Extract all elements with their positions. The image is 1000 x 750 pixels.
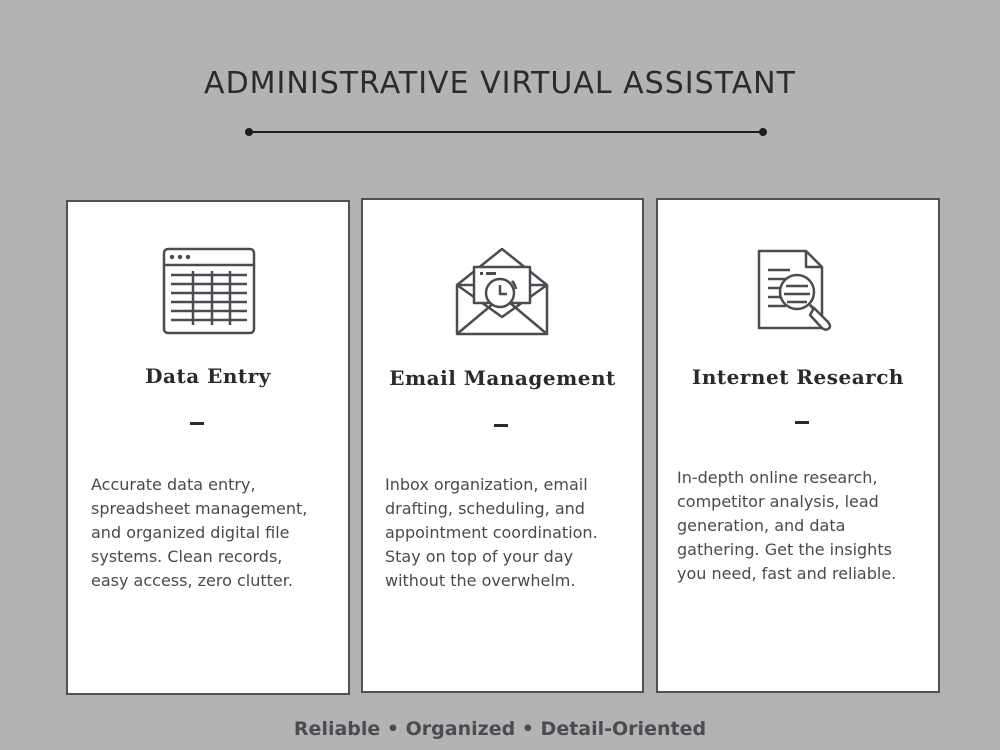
card-dash bbox=[190, 422, 204, 425]
card-dash bbox=[494, 424, 508, 427]
footer-tagline: Reliable • Organized • Detail-Oriented bbox=[293, 718, 707, 740]
service-card-data-entry bbox=[66, 200, 350, 695]
service-card-internet-research bbox=[656, 198, 940, 693]
card-description: In-depth online research, competitor analysis, lead generation, and data gathering. Get the insights you need, fast and reliable. bbox=[677, 468, 897, 583]
document-search-icon bbox=[756, 248, 838, 334]
card-heading: Internet Research bbox=[692, 365, 904, 389]
card-description: Accurate data entry, spreadsheet management, and organized digital file systems. Clean records, easy access, zero clutter. bbox=[91, 475, 308, 590]
page-title: ADMINISTRATIVE VIRTUAL ASSISTANT bbox=[204, 66, 796, 101]
card-description: Inbox organization, email drafting, scheduling, and appointment coordination. Stay on top of your day without the overwhelm. bbox=[385, 475, 598, 590]
title-divider bbox=[248, 131, 763, 133]
service-card-email-management bbox=[361, 198, 644, 693]
card-heading: Email Management bbox=[389, 366, 616, 390]
spreadsheet-icon bbox=[162, 247, 256, 335]
divider-dot-right bbox=[759, 128, 767, 136]
card-heading: Data Entry bbox=[145, 364, 271, 388]
divider-dot-left bbox=[245, 128, 253, 136]
card-dash bbox=[795, 421, 809, 424]
email-clock-icon bbox=[454, 245, 550, 337]
